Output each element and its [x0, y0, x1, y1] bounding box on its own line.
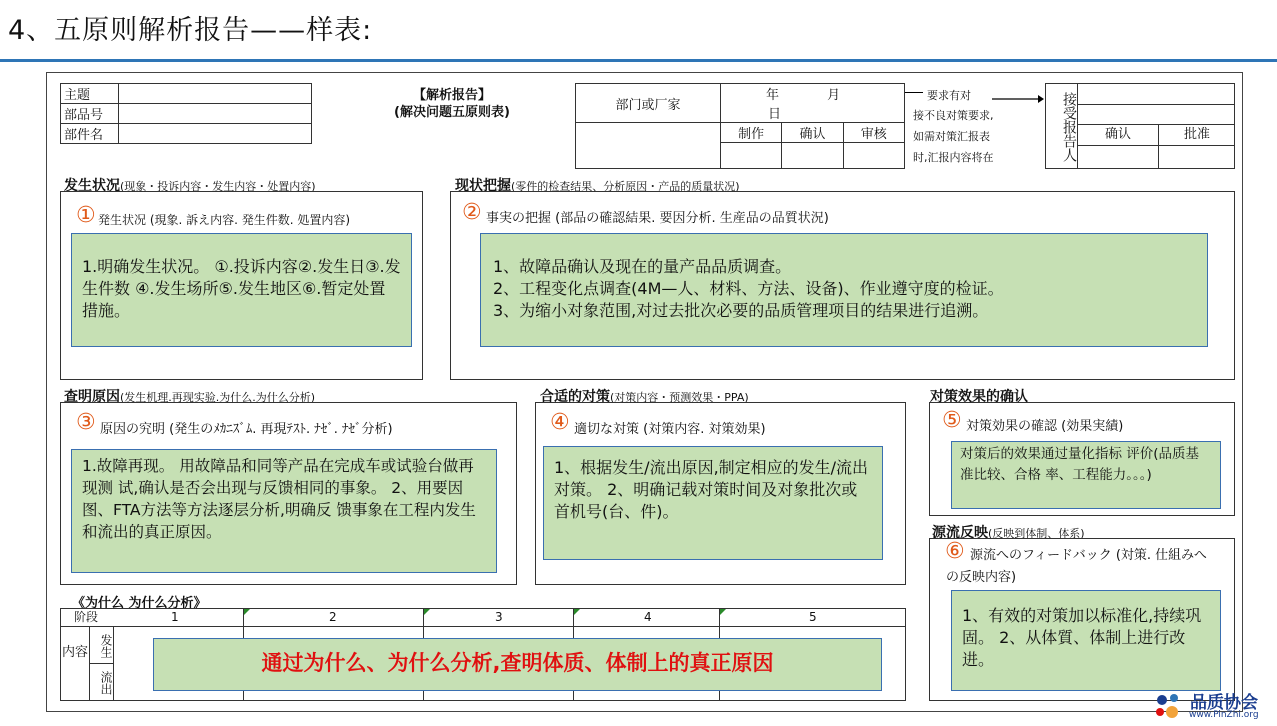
- note-line-4: 时,汇报内容将在: [913, 151, 994, 164]
- section-1-box-title: 発生状况 (現象. 訴え内容. 発生件数. 処置内容): [98, 213, 351, 227]
- month-label: 月: [827, 88, 841, 103]
- section-1-content: 1.明确发生状况。 ①.投诉内容②.发生日③.发生件数 ④.发生场所⑤.发生地区⑥.暂定处置措施。: [71, 233, 412, 347]
- section-6-content: 1、有效的对策加以标准化,持续巩固。 2、从体質、体制上进行改进。: [951, 590, 1221, 691]
- section-4-heading: 合适的对策(对策内容・预测效果・PPA): [540, 389, 749, 405]
- section-5-box-title: 対策効果の確認 (効果実績): [966, 419, 1124, 434]
- title-underline: [0, 59, 1277, 62]
- section-3-heading: 查明原因(发生机理.再现实验.为什么.为什么分析): [64, 389, 316, 405]
- header-row-label: 部品号: [61, 104, 119, 124]
- section-2-box-title: 事実の把握 (部品の確認結果. 要因分析. 生産品の品質状況): [486, 211, 829, 226]
- header-row-label: 主题: [61, 84, 119, 104]
- note-connector-line: [905, 92, 925, 93]
- why-stage-label: 阶段: [73, 610, 98, 624]
- sign-cell[interactable]: [843, 143, 904, 169]
- logo-mark-icon: [1152, 690, 1186, 726]
- header-row-value[interactable]: [119, 104, 312, 124]
- section-2-heading: 现状把握(零件的检查结果、分析原因・产品的质量状况): [455, 178, 740, 194]
- dept-value[interactable]: [576, 123, 721, 169]
- section-3-box-title: 原因の究明 (発生のﾒｶﾆｽﾞﾑ. 再現ﾃｽﾄ. ﾅｾﾞ. ﾅｾﾞ分析): [100, 422, 393, 437]
- page-title: 4、五原则解析报告——样表:: [8, 15, 373, 46]
- section-5-content: 对策后的效果通过量化指标 评价(品质基准比较、合格 率、工程能力。。。): [951, 441, 1221, 509]
- receiver-label: 接受报告人: [1046, 84, 1078, 168]
- sign-cell[interactable]: [782, 143, 843, 169]
- note-line-3: 如需对策汇报表: [913, 130, 990, 143]
- why-stage-5: 5: [809, 610, 817, 624]
- header-row-value[interactable]: [119, 84, 312, 104]
- why-heading: 《为什么 为什么分析》: [72, 596, 207, 611]
- why-stage-1: 1: [171, 610, 179, 624]
- section-6-number: ⑥: [945, 539, 965, 564]
- year-label: 年: [766, 88, 780, 103]
- header-row-value[interactable]: [119, 124, 312, 144]
- arrow-right-icon: [992, 89, 1044, 108]
- logo-text: 品质协会: [1190, 693, 1258, 713]
- section-4-box-title: 適切な対策 (対策内容. 対策効果): [574, 422, 766, 437]
- section-4-number: ④: [550, 410, 570, 435]
- section-6-heading: 源流反映(反映到体制、体系): [932, 525, 1085, 541]
- header-info-table: [60, 83, 312, 144]
- report-subtitle: (解决问题五原则表): [394, 105, 510, 120]
- note-line-2: 接不良对策要求,: [913, 109, 994, 122]
- section-5-heading: 对策效果的确认: [930, 389, 1028, 405]
- sign-col-confirm: 确认: [782, 123, 843, 143]
- section-2-content: [480, 233, 1208, 347]
- why-stage-4: 4: [644, 610, 652, 624]
- section-3-number: ③: [76, 410, 96, 435]
- section-5-number: ⑤: [942, 408, 962, 433]
- why-content-label: 内容: [61, 645, 88, 660]
- section-3-content: 1.故障再现。 用故障品和同等产品在完成车或试验台做再现测 试,确认是否会出现与反馈相同的事象。 2、用要因图、FTA方法等方法逐层分析,明确反 馈事象在工程内发生和流出的真正原因。: [71, 449, 497, 573]
- dept-label: 部门或厂家: [576, 84, 721, 123]
- report-title: 【解析报告】: [412, 88, 491, 103]
- section-2-line: 3、为缩小对象范围,对过去批次必要的品质管理项目的结果进行追溯。: [493, 301, 989, 320]
- why-outflow-label: 流出: [99, 671, 113, 695]
- section-1-heading: 发生状况(现象・投诉内容・发生内容・处置内容): [64, 178, 316, 194]
- section-2-number: ②: [462, 200, 482, 225]
- note-line-1: 要求有对: [927, 89, 971, 102]
- why-occur-label: 发生: [99, 634, 113, 658]
- why-banner: 通过为什么、为什么分析,查明体质、体制上的真正原因: [153, 638, 882, 691]
- why-stage-3: 3: [495, 610, 503, 624]
- why-stage-2: 2: [329, 610, 337, 624]
- receiver-box: [1045, 83, 1235, 169]
- sign-cell[interactable]: [721, 143, 782, 169]
- header-row-label: 部件名: [61, 124, 119, 144]
- section-2-line: 1、故障品确认及现在的量产品品质调查。: [493, 257, 792, 276]
- receiver-confirm-label: 确认: [1104, 127, 1131, 142]
- receiver-approve-label: 批准: [1183, 127, 1210, 142]
- sign-col-review: 审核: [843, 123, 904, 143]
- dept-sign-table: [575, 83, 905, 169]
- section-6-box-title: 源流へのフィードバック (対策. 仕組みへの反映内容): [946, 548, 1207, 585]
- day-label: 日: [768, 107, 782, 122]
- section-1-number: ①: [76, 203, 96, 228]
- section-4-content: 1、根据发生/流出原因,制定相应的发生/流出对策。 2、明确记载对策时间及对象批次或首机号(台、件)。: [543, 446, 883, 560]
- section-2-line: 2、工程变化点调查(4M—人、材料、方法、设备)、作业遵守度的检证。: [493, 279, 1004, 298]
- sign-col-make: 制作: [721, 123, 782, 143]
- logo-url: www.PinZhi.org: [1189, 710, 1259, 720]
